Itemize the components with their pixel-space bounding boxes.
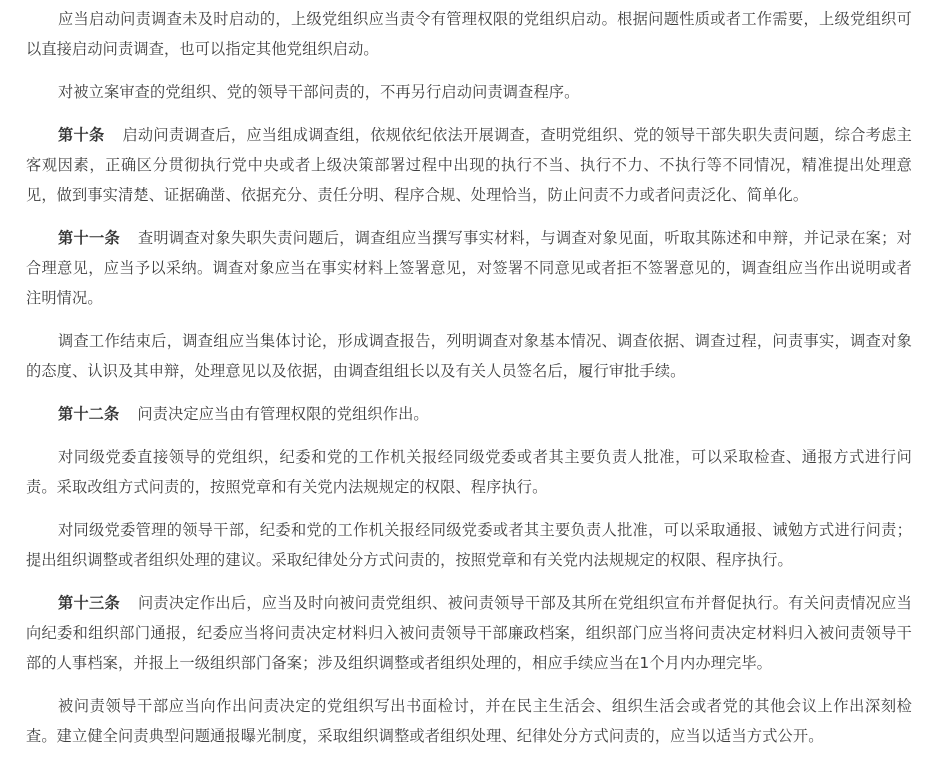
article-number: 第十一条: [58, 229, 120, 247]
paragraph-text: 问责决定作出后，应当及时向被问责党组织、被问责领导干部及其所在党组织宣布并督促执行。有关问责情况应当向纪委和组织部门通报，纪委应当将问责决定材料归入被问责领导干部廉政档案，组织部门应当将问责决定材料归入被问责领导干部的人事档案，并报上一级组织部门备案；涉及组织调整或者组织处理的，相应手续应当在1个月内办理完毕。: [26, 594, 912, 672]
paragraph: [26, 120, 912, 210]
paragraph-text: 应当启动问责调查未及时启动的，上级党组织应当责令有管理权限的党组织启动。根据问题性质或者工作需要，上级党组织可以直接启动问责调查，也可以指定其他党组织启动。: [26, 10, 912, 58]
paragraph-text: 对被立案审查的党组织、党的领导干部问责的，不再另行启动问责调查程序。: [58, 83, 580, 101]
paragraph: [26, 515, 912, 575]
paragraph-text: 被问责领导干部应当向作出问责决定的党组织写出书面检讨，并在民主生活会、组织生活会或者党的其他会议上作出深刻检查。建立健全问责典型问题通报曝光制度，采取组织调整或者组织处理、纪律处分方式问责的，应当以适当方式公开。: [26, 697, 912, 745]
paragraph: [26, 4, 912, 64]
paragraph-text: 调查工作结束后，调查组应当集体讨论，形成调查报告，列明调查对象基本情况、调查依据、调查过程，问责事实，调查对象的态度、认识及其申辩，处理意见以及依据，由调查组组长以及有关人员签名后，履行审批手续。: [26, 332, 912, 380]
paragraph-text: 对同级党委管理的领导干部，纪委和党的工作机关报经同级党委或者其主要负责人批准，可以采取通报、诫勉方式进行问责；提出组织调整或者组织处理的建议。采取纪律处分方式问责的，按照党章和有关党内法规规定的权限、程序执行。: [26, 521, 912, 569]
document-body: [26, 4, 912, 751]
paragraph-text: 问责决定应当由有管理权限的党组织作出。: [137, 405, 429, 423]
article-number: 第十条: [58, 126, 105, 144]
paragraph-text: 对同级党委直接领导的党组织，纪委和党的工作机关报经同级党委或者其主要负责人批准，可以采取检查、通报方式进行问责。采取改组方式问责的，按照党章和有关党内法规规定的权限、程序执行。: [26, 448, 912, 496]
paragraph: [26, 77, 912, 107]
paragraph: [26, 326, 912, 386]
paragraph: [26, 442, 912, 502]
paragraph-text: 查明调查对象失职失责问题后，调查组应当撰写事实材料，与调查对象见面，听取其陈述和申辩，并记录在案；对合理意见，应当予以采纳。调查对象应当在事实材料上签署意见，对签署不同意见或者拒不签署意见的，调查组应当作出说明或者注明情况。: [26, 229, 912, 307]
article-number: 第十三条: [58, 594, 120, 612]
paragraph: [26, 399, 912, 429]
article-number: 第十二条: [58, 405, 120, 423]
paragraph: [26, 588, 912, 678]
paragraph: [26, 223, 912, 313]
paragraph: [26, 691, 912, 751]
paragraph-text: 启动问责调查后，应当组成调查组，依规依纪依法开展调查，查明党组织、党的领导干部失职失责问题，综合考虑主客观因素，正确区分贯彻执行党中央或者上级决策部署过程中出现的执行不当、执行不力、不执行等不同情况，精准提出处理意见，做到事实清楚、证据确凿、依据充分、责任分明、程序合规、处理恰当，防止问责不力或者问责泛化、简单化。: [26, 126, 912, 204]
